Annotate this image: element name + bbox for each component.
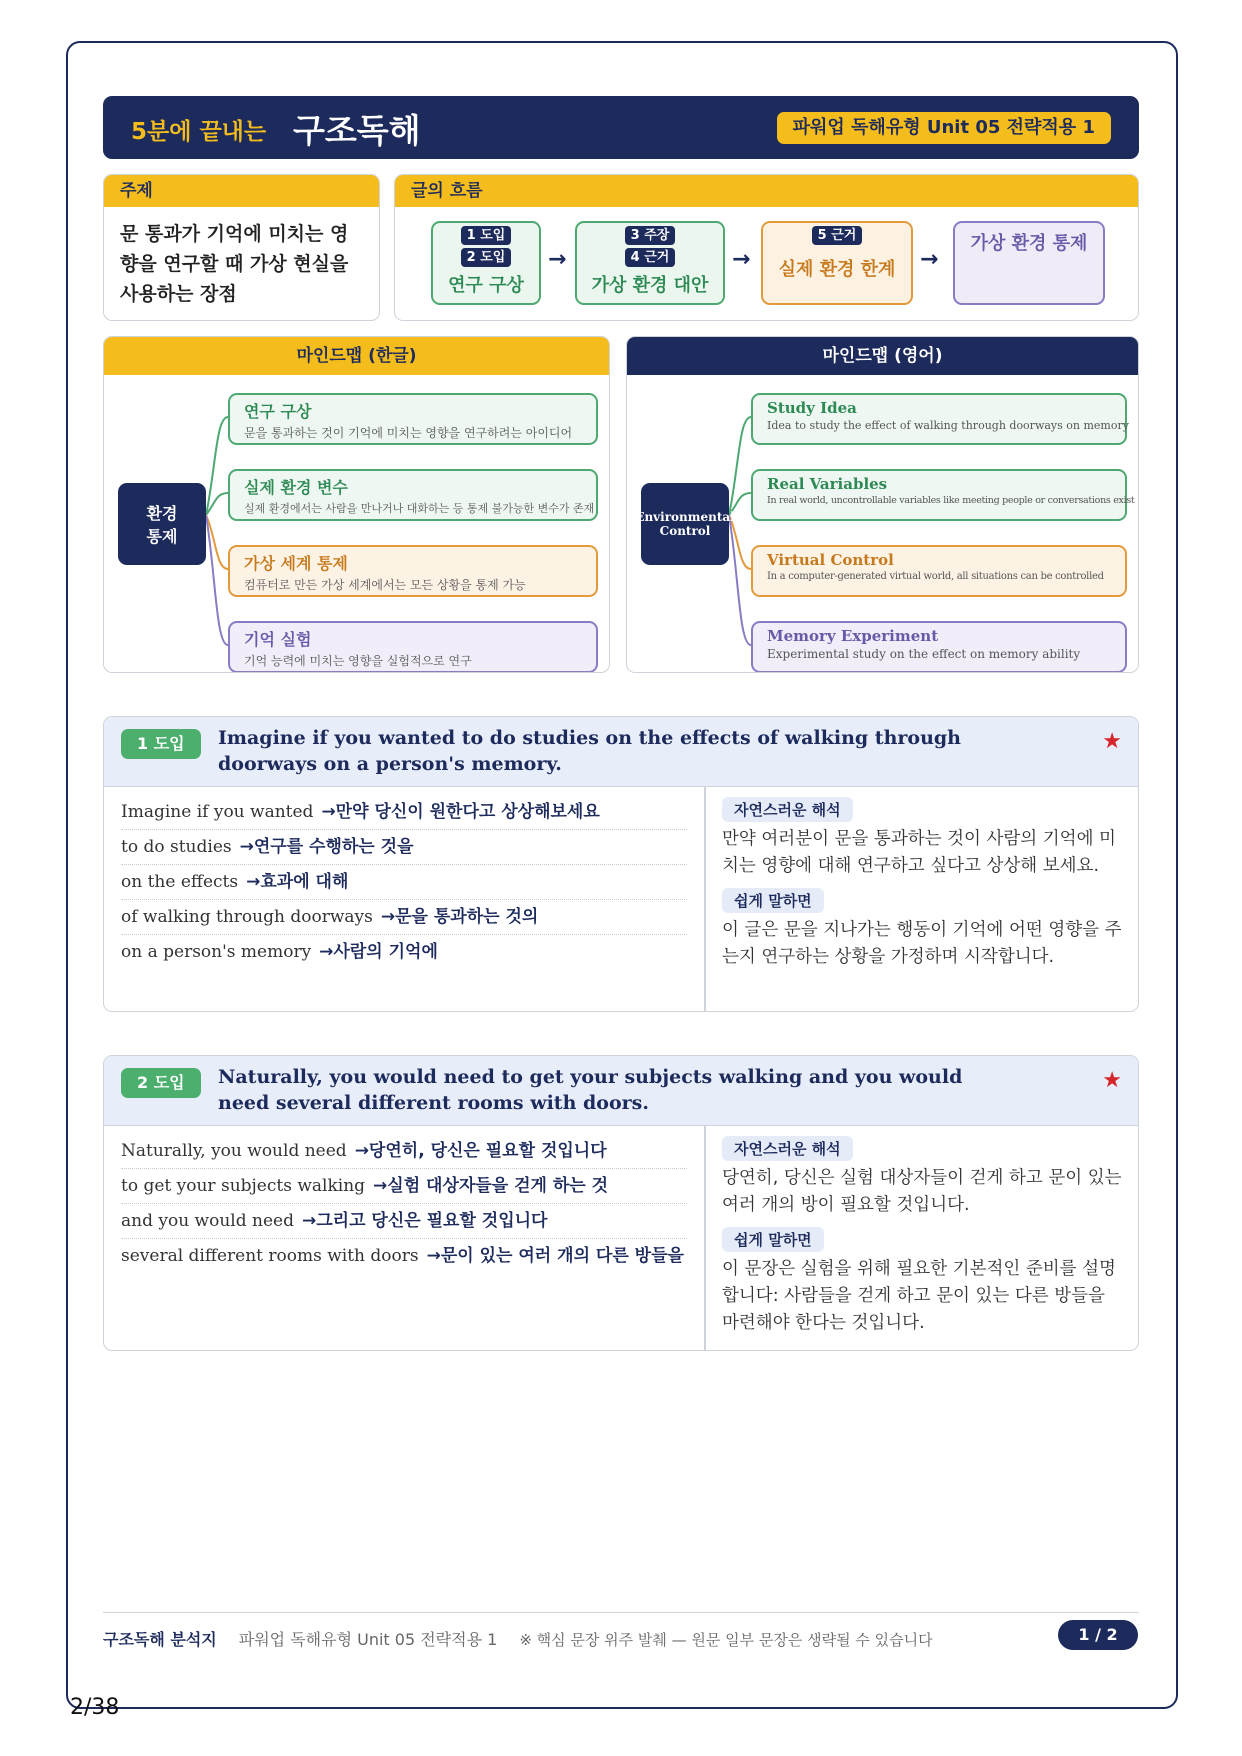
chunk-ko: →문을 통과하는 것의 [380,907,539,927]
flow-tag: 3 주장 [625,226,676,245]
node-title: 실제 환경 변수 [244,478,348,497]
node-desc: 문을 통과하는 것이 기억에 미치는 영향을 연구하려는 아이디어 [244,426,573,440]
sentence-block-1 [103,716,1139,1012]
header-banner [103,96,1139,159]
flow-arrow-icon: → [732,247,751,272]
flow-step-label: 가상 환경 대안 [591,275,709,296]
node-title: 가상 세계 통제 [244,554,348,573]
sentence-english: Imagine if you wanted to do studies on the effects of walking through doorways on a person's memory. [218,727,961,775]
sentence-tag: 2 도입 [121,1068,201,1098]
flow-step-label: 연구 구상 [448,275,524,296]
footer-divider [103,1612,1139,1613]
chunk-en: of walking through doorways [121,907,373,927]
chunk-ko: →그리고 당신은 필요할 것입니다 [301,1211,548,1231]
node-desc: In real world, uncontrollable variables like meeting people or conversations exist [767,495,1135,506]
node-title: Virtual Control [767,551,894,569]
flow-step-3 [761,221,913,305]
star-icon: ★ [1102,1068,1122,1093]
chunk-en: on the effects [121,872,239,892]
node-desc: 실제 환경에서는 사람을 만나거나 대화하는 등 통제 불가능한 변수가 존재 [244,502,595,515]
mindmap-en-panel [626,336,1139,673]
natural-label: 자연스러운 해석 [722,797,853,822]
header-title: 구조독해 [293,111,421,150]
star-icon: ★ [1102,729,1122,754]
chunk-row [121,1204,687,1239]
header-subtitle: 5분에 끝내는 [131,119,267,145]
node-desc: 기억 능력에 미치는 영향을 실험적으로 연구 [244,654,472,668]
mindmap-ko-center [118,483,206,565]
footer [103,1627,933,1650]
footer-note: ※ 핵심 문장 위주 발췌 — 원문 일부 문장은 생략될 수 있습니다 [519,1631,933,1649]
mindmap-en-node [751,621,1127,673]
flow-step-label: 실제 환경 한계 [778,259,896,280]
chunk-ko: →실험 대상자들을 걷게 하는 것 [373,1176,609,1196]
node-title: 연구 구상 [244,402,312,421]
node-desc: 컴퓨터로 만든 가상 세계에서는 모든 상황을 통제 가능 [244,578,526,592]
flow-tag: 5 근거 [812,226,863,245]
topic-text: 문 통과가 기억에 미치는 영향을 연구할 때 가상 현실을 사용하는 장점 [120,223,349,305]
chunk-en: on a person's memory [121,942,312,962]
footer-title: 구조독해 분석지 [103,1630,217,1649]
flow-tag: 1 도입 [461,226,512,245]
chunk-ko: →만약 당신이 원한다고 상상해보세요 [321,802,600,822]
node-desc: Idea to study the effect of walking through doorways on memory [767,419,1129,432]
mindmap-ko-node [228,393,598,445]
mindmap-center-label: 환경 통제 [146,504,178,546]
chunk-row [121,1239,687,1273]
column-divider [704,1126,706,1350]
mindmap-center-label: Environmental Control [635,510,735,538]
chunk-en: to do studies [121,837,232,857]
footer-unit: 파워업 독해유형 Unit 05 전략적용 1 [238,1630,498,1649]
mindmap-ko-node [228,621,598,673]
page-indicator: 1 / 2 [1058,1620,1138,1650]
node-desc: In a computer-generated virtual world, all situations can be controlled [767,571,1104,582]
unit-badge: 파워업 독해유형 Unit 05 전략적용 1 [777,112,1111,144]
flow-step-label: 가상 환경 통제 [970,233,1088,254]
chunk-row [121,865,687,900]
chunk-en: and you would need [121,1211,294,1231]
chunk-row [121,830,687,865]
sentence-body [104,787,1138,1011]
easy-text: 이 문장은 실험을 위해 필요한 기본적인 준비를 설명합니다: 사람들을 걷게 하고 문이 있는 다른 방들을 마련해야 한다는 것입니다. [722,1259,1116,1333]
chunk-row [121,795,687,830]
sentence-block-2 [103,1055,1139,1351]
chunk-row [121,1169,687,1204]
mindmap-en-heading: 마인드맵 (영어) [627,337,1138,375]
node-title: Study Idea [767,399,857,417]
column-divider [704,787,706,1011]
chunk-list [121,1134,687,1273]
easy-label: 쉽게 말하면 [722,1227,824,1252]
chunk-ko: →연구를 수행하는 것을 [239,837,414,857]
flow-step-4 [953,221,1105,305]
chunk-en: Naturally, you would need [121,1141,347,1161]
mindmap-en-node [751,469,1135,521]
natural-text: 당연히, 당신은 실험 대상자들이 걷게 하고 문이 있는 여러 개의 방이 필요할 것입니다. [722,1168,1122,1215]
node-desc: Experimental study on the effect on memory ability [767,647,1081,661]
mindmap-en-center [635,483,735,565]
node-title: Real Variables [767,475,888,493]
flow-step-2 [575,221,725,305]
sentence-tag: 1 도입 [121,729,201,759]
topic-panel [103,174,380,321]
chunk-ko: →문이 있는 여러 개의 다른 방들을 [426,1246,684,1266]
flow-tag: 2 도입 [461,248,512,267]
flow-panel [394,174,1139,321]
chunk-en: Imagine if you wanted [121,802,314,822]
natural-text: 만약 여러분이 문을 통과하는 것이 사람의 기억에 미치는 영향에 대해 연구하고 싶다고 상상해 보세요. [722,829,1116,876]
sentence-english: Naturally, you would need to get your subjects walking and you would need several different rooms with doors. [218,1066,963,1114]
chunk-list [121,795,687,969]
flow-tag: 4 근거 [625,248,676,267]
chunk-ko: →사람의 기억에 [319,942,438,962]
mindmap-en-node [751,545,1127,597]
chunk-en: to get your subjects walking [121,1176,366,1196]
page-number: 2/38 [70,1695,120,1720]
chunk-en: several different rooms with doors [121,1246,419,1266]
interpretation-column [722,797,1122,979]
interpretation-column [722,1136,1122,1345]
node-title: Memory Experiment [767,627,939,645]
chunk-row [121,1134,687,1169]
mindmap-ko-node [228,545,598,597]
sentence-header [104,717,1138,787]
mindmap-en-node [751,393,1127,445]
natural-label: 자연스러운 해석 [722,1136,853,1161]
sentence-header [104,1056,1138,1126]
easy-label: 쉽게 말하면 [722,888,824,913]
mindmap-ko-panel [103,336,610,673]
sentence-body [104,1126,1138,1350]
chunk-ko: →효과에 대해 [246,872,349,892]
mindmap-ko-node [228,469,598,521]
flow-heading: 글의 흐름 [395,175,1138,207]
flow-arrow-icon: → [920,247,939,272]
topic-heading: 주제 [104,175,379,207]
node-title: 기억 실험 [244,630,312,649]
easy-text: 이 글은 문을 지나가는 행동이 기억에 어떤 영향을 주는지 연구하는 상황을 가정하며 시작합니다. [722,920,1122,967]
flow-arrow-icon: → [548,247,567,272]
mindmap-ko-heading: 마인드맵 (한글) [104,337,609,375]
chunk-row [121,900,687,935]
chunk-row [121,935,687,969]
flow-step-1 [431,221,541,305]
chunk-ko: →당연히, 당신은 필요할 것입니다 [354,1141,607,1161]
